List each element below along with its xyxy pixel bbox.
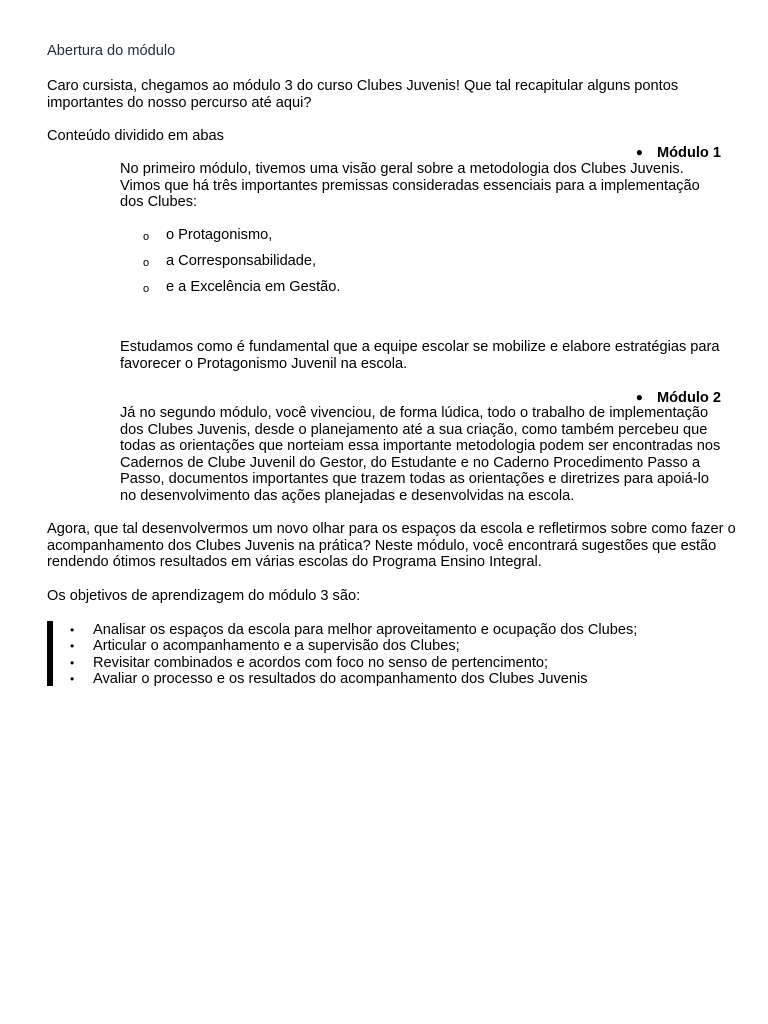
list-item (70, 622, 637, 638)
module-1-study-paragraph: Estudamos como é fundamental que a equipe escolar se mobilize e elabore estratégias para favorecer o Protagonismo Juvenil na escola. (120, 339, 720, 372)
objective-text: Articular o acompanhamento e a supervisão dos Clubes; (93, 638, 460, 655)
module-1-tab[interactable] (636, 144, 721, 162)
list-item (70, 671, 637, 687)
bullet-icon: ● (635, 390, 643, 404)
objectives-list (70, 622, 637, 687)
list-item (70, 638, 637, 654)
tabs-label: Conteúdo dividido em abas (47, 128, 224, 144)
objectives-label: Os objetivos de aprendizagem do módulo 3 são: (47, 588, 361, 604)
circle-bullet-icon: o (143, 257, 150, 269)
premise-text: a Corresponsabilidade, (166, 253, 317, 269)
quote-bar (47, 621, 53, 686)
objective-text: Avaliar o processo e os resultados do acompanhamento dos Clubes Juvenis (93, 670, 588, 687)
list-item (120, 279, 340, 305)
bullet-icon: ● (635, 145, 643, 159)
bullet-icon: • (70, 655, 75, 670)
module-3-intro-paragraph: Agora, que tal desenvolvermos um novo olhar para os espaços da escola e refletirmos sobre como fazer o acompanhamento dos Clubes Juvenis na prática? Neste módulo, você encontrará sugestões que estão rendendo ótimos resultados em várias escolas do Programa Ensino Integral. (47, 521, 736, 570)
bullet-icon: • (70, 671, 75, 686)
list-item (120, 227, 340, 253)
module-1-body: No primeiro módulo, tivemos uma visão geral sobre a metodologia dos Clubes Juvenis. Vimos que há três importantes premissas consideradas essenciais para a implementação dos Clubes: (120, 161, 700, 210)
module-1-title: Módulo 1 (656, 145, 721, 161)
intro-paragraph: Caro cursista, chegamos ao módulo 3 do curso Clubes Juvenis! Que tal recapitular alguns pontos importantes do nosso percurso até aqui? (47, 78, 679, 111)
section-heading: Abertura do módulo (47, 43, 176, 59)
premise-text: o Protagonismo, (166, 227, 273, 243)
list-item (120, 253, 340, 279)
bullet-icon: • (70, 639, 75, 654)
objective-text: Revisitar combinados e acordos com foco no senso de pertencimento; (93, 654, 549, 671)
circle-bullet-icon: o (143, 231, 150, 243)
module-2-tab[interactable] (636, 389, 721, 407)
list-item (70, 655, 637, 671)
premise-text: e a Excelência em Gestão. (166, 279, 341, 295)
module-2-title: Módulo 2 (656, 390, 721, 406)
bullet-icon: • (70, 623, 75, 637)
premises-list (120, 227, 340, 305)
module-2-body: Já no segundo módulo, você vivenciou, de forma lúdica, todo o trabalho de implementação dos Clubes Juvenis, desde o planejamento até a sua criação, como também percebeu que todas as orientações que norteiam essa importante metodologia podem ser encontradas nos Cadernos de Clube Juvenil do Gestor, do Estudante e no Caderno Procedimento Passo a Passo, documentos importantes que trazem todas as orientações e diretrizes para apoiá-lo no desenvolvimento das ações planejadas e desenvolvidas na escola. (120, 405, 721, 504)
circle-bullet-icon: o (143, 283, 150, 295)
objective-text: Analisar os espaços da escola para melhor aproveitamento e ocupação dos Clubes; (93, 622, 638, 638)
